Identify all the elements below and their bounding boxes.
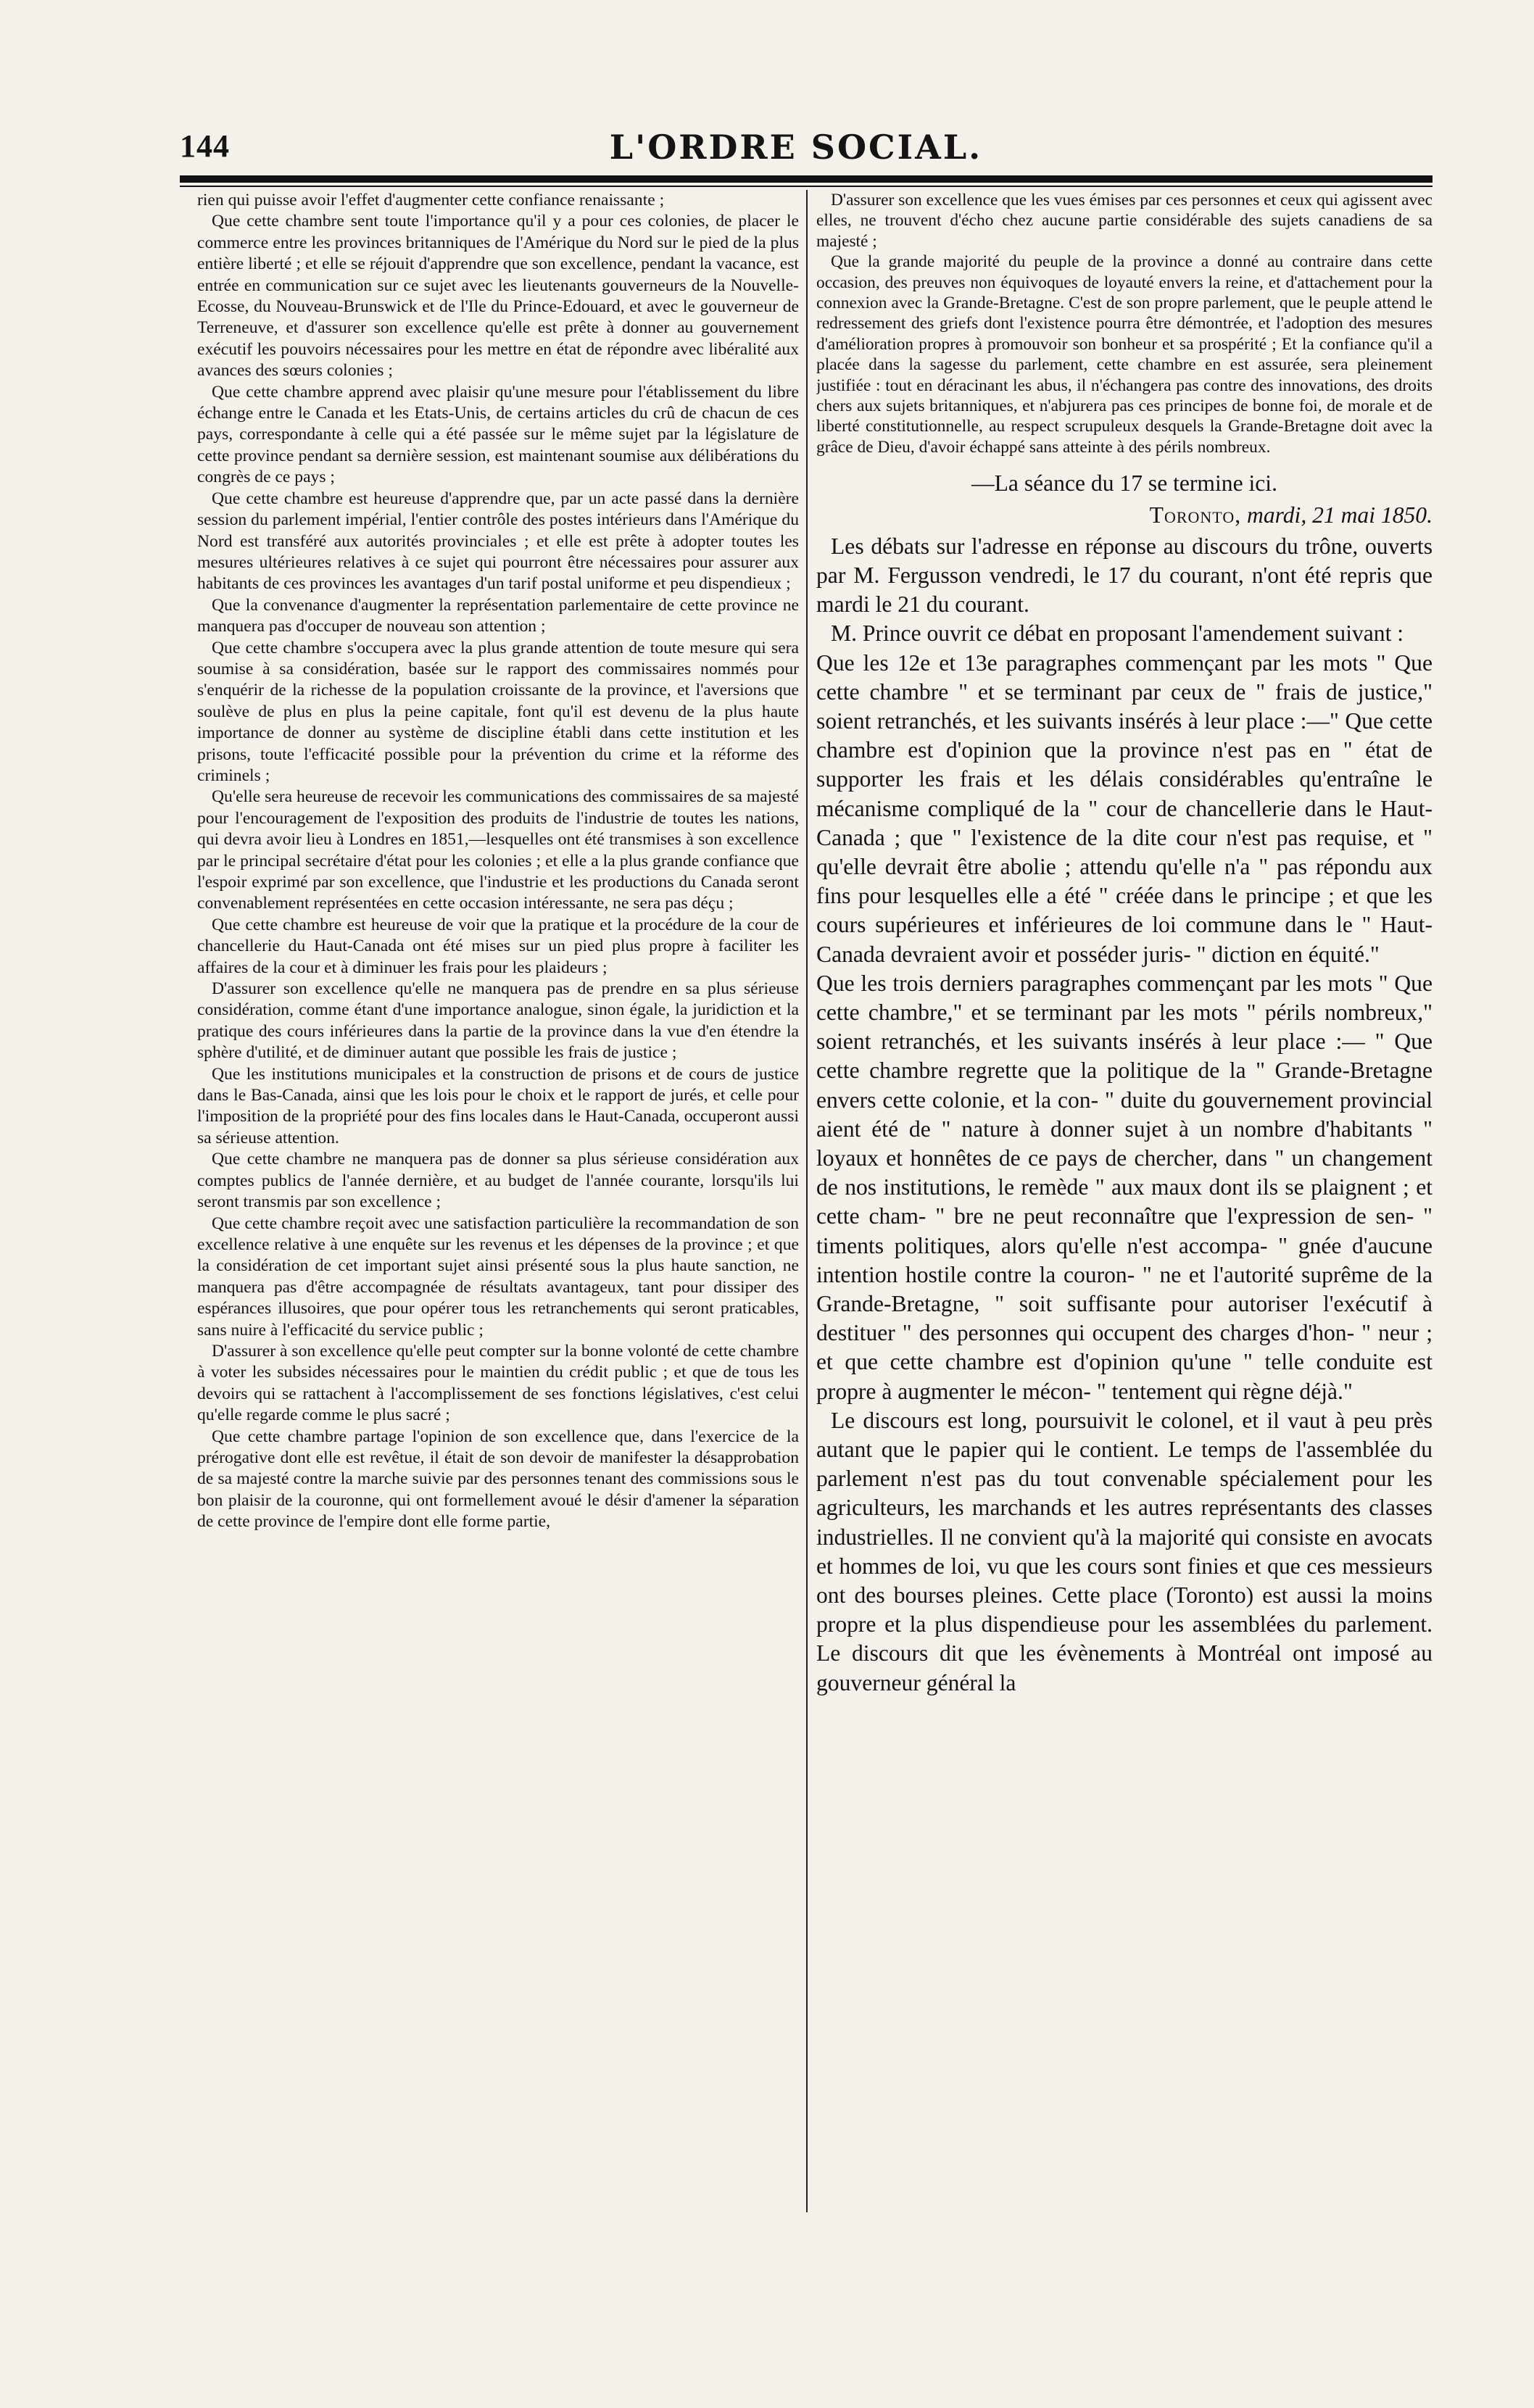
left-column [197, 190, 799, 2212]
header-rule-thick [180, 175, 1433, 183]
right-paragraph: Les débats sur l'adresse en réponse au discours du trône, ouverts par M. Fergusson vendredi, le 17 du courant, n'ont été repris que mardi le 21 du courant. [816, 533, 1433, 618]
left-paragraph: Que les institutions municipales et la construction de prisons et de cours de justice dans le Bas-Canada, ainsi que les lois pour le choix et le rapport de jurés, et celle pour l'imposition de la propriété pour des fins locales dans le Haut-Canada, occuperont aussi sa sérieuse attention. [197, 1064, 799, 1147]
left-paragraph: D'assurer à son excellence qu'elle peut compter sur la bonne volonté de cette chambre à voter les subsides nécessaires pour le maintien du crédit public ; et que de tous les devoirs qui se rattachent à l'accomplissement de ses fonctions législatives, c'est celui qu'elle regarde comme le plus sacré ; [197, 1341, 799, 1425]
left-paragraph: Que cette chambre est heureuse d'apprendre que, par un acte passé dans la dernière session du parlement impérial, l'entier contrôle des postes intérieurs dans l'Amérique du Nord est transféré aux autorités provinciales ; et elle est prête à adopter toutes les mesures ultérieures relatives à ce sujet qui pourront être nécessaires pour assurer aux habitants de ces provinces les avantages d'un tarif postal uniforme et peu dispendieux ; [197, 489, 799, 594]
right-paragraph: M. Prince ouvrit ce débat en proposant l'amendement suivant : [831, 620, 1404, 647]
amendment-paragraph: Que les trois derniers paragraphes commençant par les mots " Que cette chambre," et se terminant par les mots " périls nombreux," soient retranchés, et les suivants insérés à leur place :— " Que cette chambre regrette que la politique de la " Grande-Bretagne envers cette colonie, et la con- " duite du gouvernement provincial aient été de " nature à donner sujet à un nombre d'habitants " loyaux et honnêtes de ce pays de chercher, dans " un changement de nos institutions, le remède " aux maux dont ils se plaignent ; et cette cham- " bre ne peut reconnaître que l'expression de sen- " timents politiques, alors qu'elle n'est accompa- " gnée d'aucune intention hostile contre la couron- " ne et l'autorité suprême de la Grande-Bretagne, " soit suffisante pour autoriser l'exécutif à destituer " des personnes qui occupent des charges d'hon- " neur ; et que cette chambre est d'opinion qu'une " telle conduite est propre à augmenter le mécon- " tentement qui règne déjà." [816, 970, 1433, 1404]
left-paragraph: Qu'elle sera heureuse de recevoir les communications des commissaires de sa majesté pour l'encouragement de l'exposition des produits de l'industrie de toutes les nations, qui devra avoir lieu à Londres en 1851,—lesquelles ont été transmises à son excellence par le principal secrétaire d'état pour les colonies ; et elle a la plus grande confiance que l'espoir exprimé par son excellence, que l'industrie et les productions du Canada seront convenablement représentées en cette occasion intéressante, ne sera pas déçu ; [197, 787, 799, 913]
left-paragraph: rien qui puisse avoir l'effet d'augmenter cette confiance renaissante ; [197, 191, 665, 209]
session-end-note: —La séance du 17 se termine ici. [971, 470, 1277, 497]
running-title: L'ORDRE SOCIAL. [609, 128, 983, 167]
left-paragraph: Que cette chambre ne manquera pas de donner sa plus sérieuse considération aux comptes publics de l'année dernière, et au budget de l'année courante, lorsqu'ils lui seront transmis par son excellence ; [197, 1150, 799, 1212]
left-paragraph: Que la convenance d'augmenter la représentation parlementaire de cette province ne manquera pas d'occuper de nouveau son attention ; [197, 595, 799, 636]
left-paragraph: Que cette chambre s'occupera avec la plus grande attention de toute mesure qui sera soumise à sa considération, basée sur le rapport des commissaires nommés pour s'enquérir de la richesse de la population croissante de la province, et l'aversions que soulève de plus en plus la peine capitale, font qu'il est devenu de la plus haute importance de donner au système de discipline établi dans cette institution et les prisons, toute l'efficacité possible pour la prévention du crime et la réforme des criminels ; [197, 638, 799, 785]
left-paragraph: Que cette chambre apprend avec plaisir qu'une mesure pour l'établissement du libre échange entre le Canada et les Etats-Unis, de certains articles du crû de chacun de ces pays, correspondante à celle qui a été passée sur le même sujet par la législature de cette province pendant sa dernière session, est maintenant soumise aux délibérations du congrès de ce pays ; [197, 382, 799, 487]
column-divider [806, 190, 808, 2212]
right-paragraph: D'assurer son excellence que les vues émises par ces personnes et ceux qui agissent avec elles, ne trouvent d'écho chez aucune partie considérable des sujets canadiens de sa majesté ; [816, 191, 1433, 251]
header-rule-thin [180, 186, 1433, 187]
dateline-place: Toronto, [1149, 502, 1242, 528]
right-paragraph: Que la grande majorité du peuple de la province a donné au contraire dans cette occasion, des preuves non équivoques de loyauté envers la reine, et d'attachement pour la connexion avec la Grande-Bretagne. C'est de son propre parlement, que le peuple attend le redressement des griefs dont l'existence pourra être démontrée, et l'adoption des mesures d'amélioration propres à promouvoir son bonheur et sa prospérité ; Et la confiance qu'il a placée dans la sagesse du parlement, cette chambre en est assurée, sera pleinement justifiée : tout en déracinant les abus, il n'échangera pas contre des innovations, des droits chers aux sujets britanniques, et n'abjurera pas ces principes de bonne foi, de morale et de liberté constitutionnelle, au respect scrupuleux desquels la Grande-Bretagne doit avec la grâce de Dieu, d'avoir échappé sans atteinte à des périls nombreux. [816, 252, 1433, 457]
page-number: 144 [180, 128, 230, 164]
right-paragraph: Le discours est long, poursuivit le colonel, et il vaut à peu près autant que le papier qui le contient. Le temps de l'assemblée du parlement n'est pas du tout convenable spécialement pour les agriculteurs, les marchands et les autres représentants des classes industrielles. Il ne convient qu'à la majorité qui consiste en avocats et hommes de loi, vu que les cours sont finies et que ces messieurs ont des bourses pleines. Cette place (Toronto) est aussi la moins propre et la plus dispendieuse pour les assemblées du parlement. Le discours dit que les évènements à Montréal ont imposé au gouverneur général la [816, 1407, 1433, 1695]
dateline [816, 501, 1433, 530]
left-paragraph: D'assurer son excellence qu'elle ne manquera pas de prendre en sa plus sérieuse considération, comme étant d'une importance analogue, sinon égale, la juridiction et la pratique des cours inférieures dans la partie de la province dans la vue d'en étendre la sphère d'utilité, et de diminuer autant que possible les frais de justice ; [197, 979, 799, 1063]
left-paragraph: Que cette chambre sent toute l'importance qu'il y a pour ces colonies, de placer le commerce entre les provinces britanniques de l'Amérique du Nord sur le pied de la plus entière liberté ; et elle se réjouit d'apprendre que son excellence, pendant la vacance, est entrée en communication sur ce sujet avec les lieutenants gouverneurs de la Nouvelle-Ecosse, du Nouveau-Brunswick et de l'Ile du Prince-Edouard, et avec le gouverneur de Terreneuve, et d'assurer son excellence qu'elle est prête à donner au gouvernement exécutif les pouvoirs nécessaires pour les mettre en état de répondre avec libéralité aux avances des sœurs colonies ; [197, 212, 799, 381]
left-paragraph: Que cette chambre partage l'opinion de son excellence que, dans l'exercice de la prérogative dont elle est revêtue, il était de son devoir de manifester la désapprobation de sa majesté contre la marche suivie par des personnes tenant des commissions sous le bon plaisir de la couronne, qui ont formellement avoué le désir d'amener la séparation de cette province de l'empire dont elle forme partie, [197, 1427, 799, 1532]
right-column [816, 190, 1433, 2212]
dateline-date: mardi, 21 mai 1850. [1247, 502, 1433, 528]
left-paragraph: Que cette chambre est heureuse de voir que la pratique et la procédure de la cour de chancellerie du Haut-Canada ont été mises sur un pied plus propre à faciliter les affaires de la cour et à diminuer les frais pour les plaideurs ; [197, 915, 799, 977]
amendment-paragraph: Que les 12e et 13e paragraphes commençant par les mots " Que cette chambre " et se terminant par ceux de " frais de justice," soient retranchés, et les suivants insérés à leur place :—" Que cette chambre est d'opinion que la province n'est pas en " état de supporter les frais et les délais considérables qu'entraîne le mécanisme compliqué de la " cour de chancellerie dans le Haut-Canada ; que " l'existence de la dite cour n'est pas requise, et " qu'elle devrait être abolie ; attendu qu'elle n'a " pas répondu aux fins pour lesquelles elle a été " créée dans le principe ; et que les cours supérieures et inférieures de loi commune dans le " Haut-Canada devraient avoir et posséder juris- " diction en équité." [816, 649, 1433, 967]
left-paragraph: Que cette chambre reçoit avec une satisfaction particulière la recommandation de son excellence relative à une enquête sur les revenus et les dépenses de la province ; et que la considération de cet important sujet ainsi présenté sous la plus haute sanction, ne manquera pas d'être accompagnée de résultats avantageux, tant pour dissiper des espérances illusoires, que pour opérer tous les retranchements qui seront praticables, sans nuire à l'efficacité du service public ; [197, 1213, 799, 1340]
